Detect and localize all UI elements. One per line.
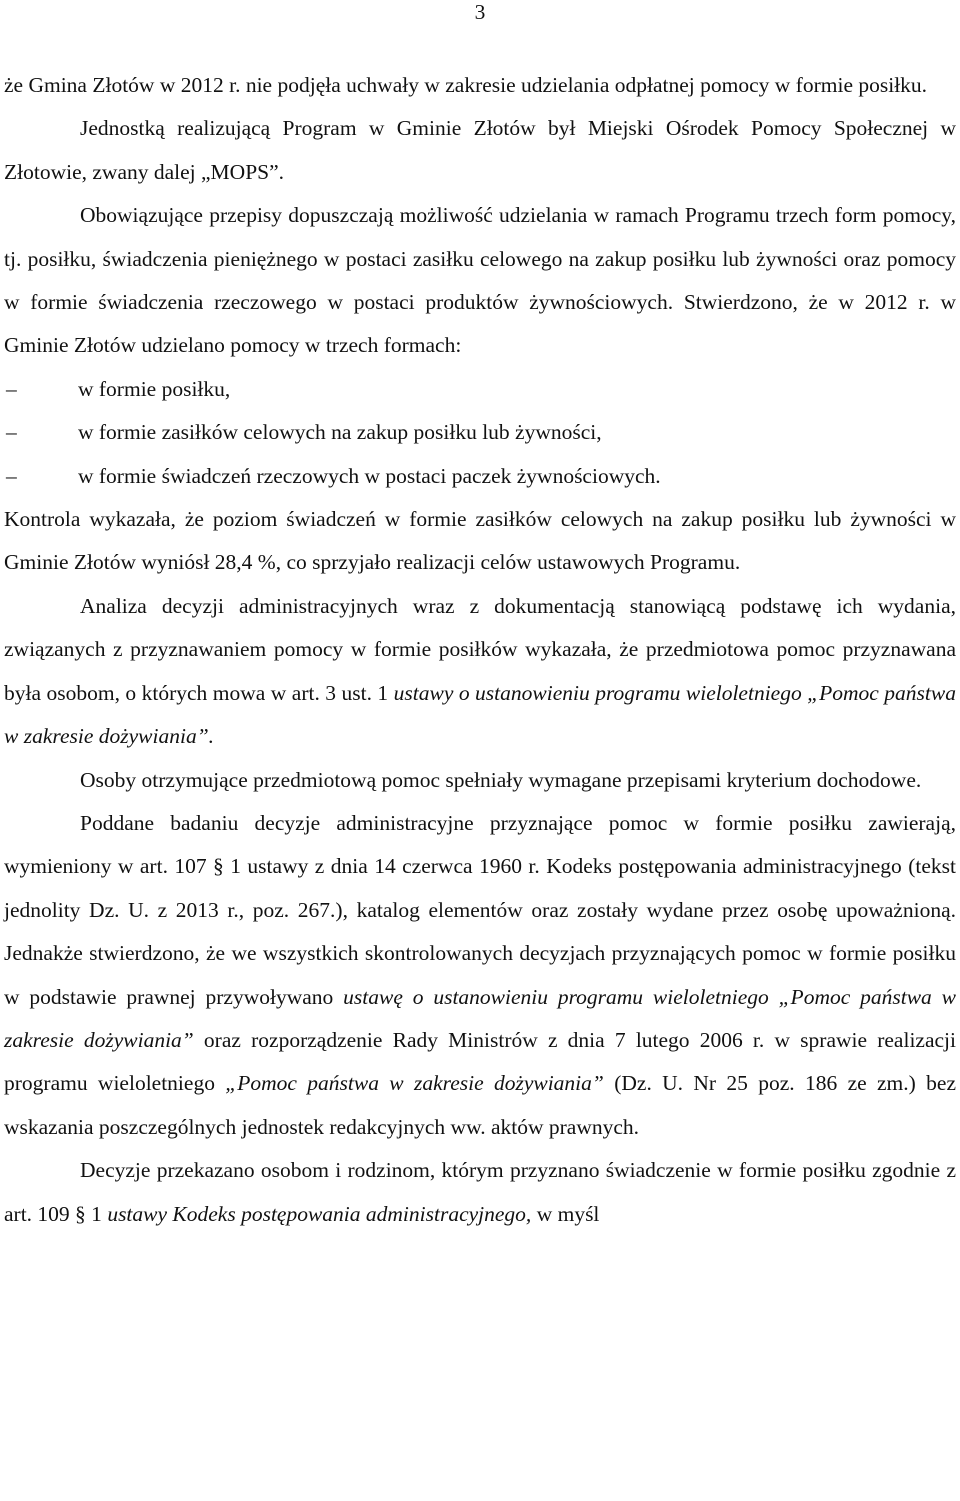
paragraph-5 bbox=[4, 585, 956, 759]
paragraph-7-text: Poddane badaniu decyzje administracyjne przyznające pomoc w formie posiłku zawierają, wymieniony w art. 107 § 1 ustawy z dnia 14 czerwca 1960 r. Kodeks postępowania administracyjnego (tekst jednolity Dz. U. z 2013 r., poz. 267.), katalog elementów oraz zostały wydane przez osobę upoważnioną. Jednakże stwierdzono, że we wszystkich skontrolowanych decyzjach przyznających pomoc w formie posiłku w podstawie prawnej przywoływano bbox=[4, 810, 956, 1009]
paragraph-8 bbox=[4, 1149, 956, 1236]
paragraph-8-act-title: ustawy Kodeks postępowania administracyjnego, bbox=[107, 1201, 532, 1226]
paragraph-6: Osoby otrzymujące przedmiotową pomoc spełniały wymagane przepisami kryterium dochodowe. bbox=[80, 767, 922, 792]
paragraph-7-program-title: „Pomoc państwa w zakresie dożywiania” bbox=[225, 1071, 604, 1096]
paragraph-7 bbox=[4, 802, 956, 1149]
list-item-text: w formie zasiłków celowych na zakup posiłku lub żywności, bbox=[78, 420, 602, 445]
paragraph-8-text-2: w myśl bbox=[531, 1201, 600, 1226]
list-item bbox=[4, 368, 956, 411]
paragraph-5-text: Analiza decyzji administracyjnych wraz z dokumentacją stanowiącą podstawę ich wydania, związanych z przyznawaniem pomocy w formie posiłków wykazała, że przedmiotowa pomoc przyznawana była osobom, o których mowa w art. 3 ust. 1 bbox=[4, 593, 956, 705]
paragraph-1: że Gmina Złotów w 2012 r. nie podjęła uchwały w zakresie udzielania odpłatnej pomocy w formie posiłku. bbox=[4, 73, 928, 97]
list-item bbox=[4, 411, 956, 454]
assistance-forms-list bbox=[4, 368, 956, 498]
paragraph-5-act-title: ustawy o ustanowieniu programu wieloletniego „Pomoc państwa w zakresie dożywiania”. bbox=[4, 680, 956, 749]
document-body bbox=[4, 64, 956, 1236]
paragraph-3: Obowiązujące przepisy dopuszczają możliwość udzielania w ramach Programu trzech form pomocy, tj. posiłku, świadczenia pieniężnego w postaci zasiłku celowego na zakup posiłku lub żywności oraz pomocy w formie świadczenia rzeczowego w postaci produktów żywnościowych. Stwierdzono, że w 2012 r. w Gminie Złotów udzielano pomocy w trzech formach: bbox=[4, 203, 956, 358]
list-item-text: w formie posiłku, bbox=[78, 376, 231, 401]
paragraph-8-text: Decyzje przekazano osobom i rodzinom, którym przyznano świadczenie w formie posiłku zgodnie z art. 109 § 1 bbox=[4, 1158, 956, 1226]
dash-bullet: – bbox=[6, 463, 17, 488]
page-number: 3 bbox=[474, 0, 486, 24]
dash-bullet: – bbox=[6, 376, 17, 401]
paragraph-7-text-2: oraz rozporządzenie Rady Ministrów z dnia 7 lutego 2006 r. w sprawie realizacji programu wieloletniego bbox=[4, 1027, 956, 1096]
paragraph-7-text-3: (Dz. U. Nr 25 poz. 186 ze zm.) bez wskazania poszczególnych jednostek redakcyjnych ww. aktów prawnych. bbox=[4, 1071, 956, 1139]
paragraph-7-act-title: ustawę o ustanowieniu programu wieloletniego „Pomoc państwa w zakresie dożywiania” bbox=[4, 984, 956, 1052]
dash-bullet: – bbox=[6, 420, 17, 445]
paragraph-2: Jednostką realizującą Program w Gminie Złotów był Miejski Ośrodek Pomocy Społecznej w Złotowie, zwany dalej „MOPS”. bbox=[4, 116, 956, 184]
list-item bbox=[4, 455, 956, 498]
list-item-text: w formie świadczeń rzeczowych w postaci paczek żywnościowych. bbox=[78, 463, 661, 488]
paragraph-4: Kontrola wykazała, że poziom świadczeń w formie zasiłków celowych na zakup posiłku lub żywności w Gminie Złotów wyniósł 28,4 %, co sprzyjało realizacji celów ustawowych Programu. bbox=[4, 507, 956, 575]
